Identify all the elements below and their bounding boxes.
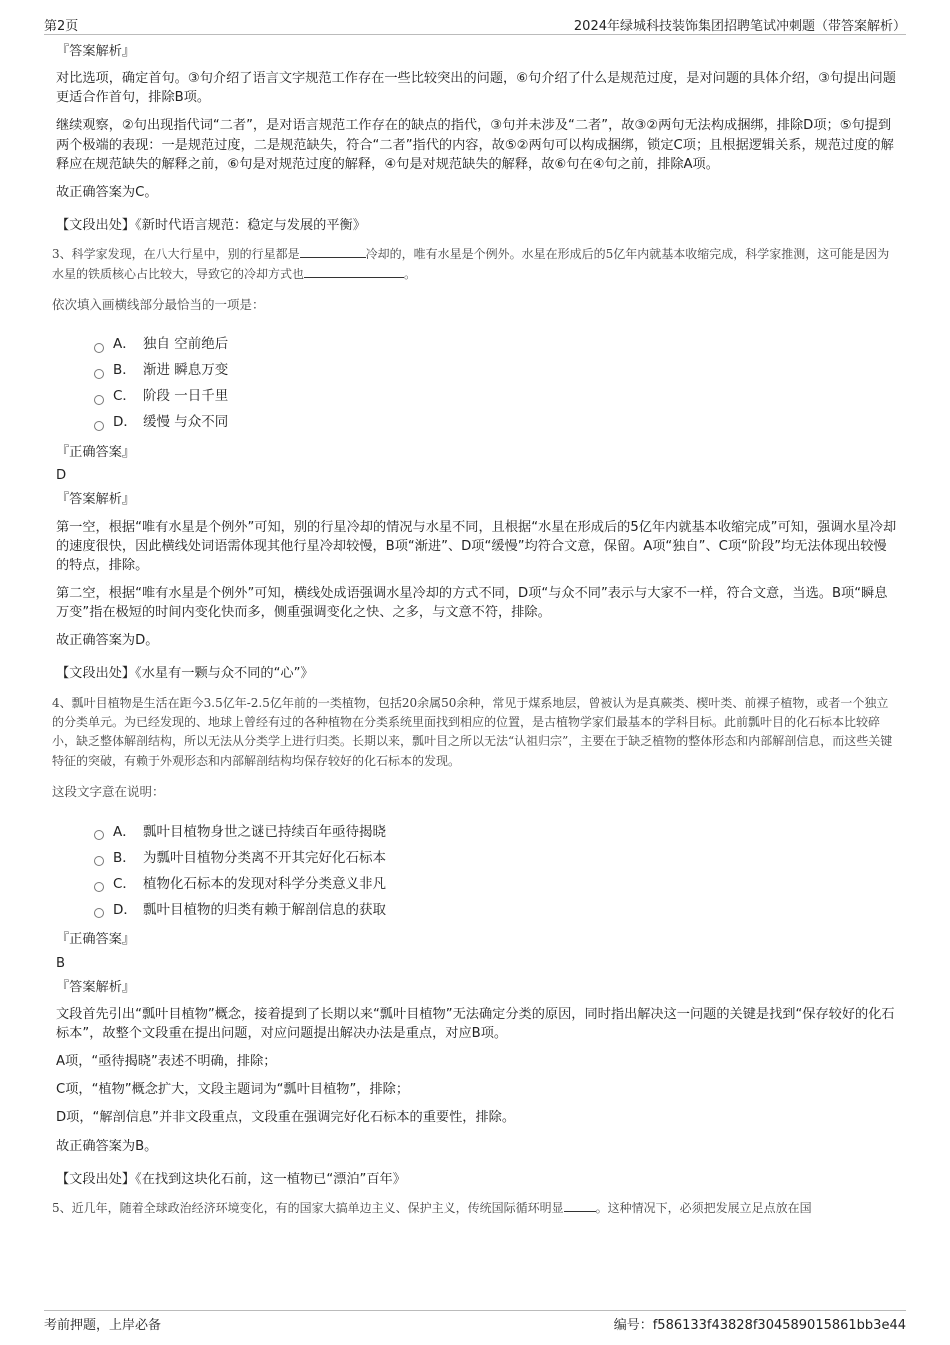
question-4-stem: 4、瓢叶目植物是生活在距今3.5亿年-2.5亿年前的一类植物，包括20余属50余种，常见于煤系地层，曾被认为是真蕨类、楔叶类、前裸子植物，或者一个独立的分类单元。为已经发现的、地球上曾经有过的各种植物在分类系统里面找到相应的位置，是古植物学家们最基本的学科目标。此前瓢叶目的化石标本比较碎小，缺乏整体解剖结构，所以无法从分类学上进行归类。长期以来，瓢叶目之所以无法“认祖归宗”，主要在于缺乏植物的整体形态和内部解剖信息，而这些关键特征的突破，有赖于外观形态和内部解剖结构均保存较好的化石标本的发现。 [52,695,893,768]
page-number: 第2页 [44,19,79,34]
answer-value: B [56,955,66,971]
analysis-paragraph: 继续观察，②句出现指代词“二者”，是对语言规范工作存在的缺点的指代，③句并未涉及“二者”，故③②两句无法构成捆绑，排除D项；⑤句提到两个极端的表现：一是规范过度，二是规范缺失，符合“二者”指代的内容，故⑤②两句可以构成捆绑，锁定C项；且根据逻辑关系，规范过度的解释应在规范缺失的解释之前，⑥句是对规范过度的解释，④句是对规范缺失的解释，故⑥句在④句之前，排除A项。 [56,118,894,172]
analysis-paragraph: A项，“亟待揭晓”表述不明确，排除； [56,1054,277,1070]
analysis-paragraph: D项，“解剖信息”并非文段重点，文段重在强调完好化石标本的重要性，排除。 [56,1110,516,1126]
question-3-stem: 3、科学家发现，在八大行星中，别的行星都是 冷却的，唯有水星是个例外。水星在形成后的5亿年内就基本收缩完成，科学家推测，这可能是因为水星的铁质核心占比较大，导致它的冷却方式也 。 [52,247,890,281]
radio-icon[interactable] [94,908,104,918]
page-footer [44,1310,906,1333]
analysis-label: 『答案解析』 [56,492,136,508]
analysis-paragraph: 第二空，根据“唯有水星是个例外”可知，横线处成语强调水星冷却的方式不同，D项“与众不同”表示与大家不一样，符合文意，当选。B项“瞬息万变”指在极短的时间内变化快而多，侧重强调变化之快、之多，与文意不符，排除。 [56,586,888,621]
radio-icon[interactable] [94,882,104,892]
question-4-options [94,819,898,923]
option-b[interactable]: B． 为瓢叶目植物分类离不开其完好化石标本 [94,845,898,871]
document-body [52,42,898,1227]
radio-icon[interactable] [94,395,104,405]
analysis-conclusion: 故正确答案为C。 [56,184,158,200]
option-c[interactable]: C． 阶段 一日千里 [94,384,898,410]
option-d[interactable]: D． 瓢叶目植物的归类有赖于解剖信息的获取 [94,897,898,923]
page-header [44,12,906,35]
fill-blank [564,1199,596,1212]
document-code: 编号：f586133f43828f304589015861bb3e44 [613,1318,906,1333]
radio-icon[interactable] [94,343,104,353]
question-3-options [94,332,898,436]
option-b[interactable]: B． 渐进 瞬息万变 [94,358,898,384]
answer-label: 『正确答案』 [56,445,136,461]
analysis-paragraph: 对比选项，确定首句。③句介绍了语言文字规范工作存在一些比较突出的问题，⑥句介绍了什么是规范过度，是对问题的具体介绍，③句提出问题更适合作首句，排除B项。 [56,71,896,106]
analysis-label: 『答案解析』 [56,979,136,995]
radio-icon[interactable] [94,856,104,866]
analysis-paragraph: C项，“植物”概念扩大，文段主题词为“瓢叶目植物”，排除； [56,1082,410,1098]
source-citation: 【文段出处】《水星有一颗与众不同的“心”》 [56,666,314,682]
question-4-prompt: 这段文字意在说明： [52,784,165,800]
fill-blank [300,245,366,258]
analysis-paragraph: 第一空，根据“唯有水星是个例外”可知，别的行星冷却的情况与水星不同，且根据“水星在形成后的5亿年内就基本收缩完成”可知，强调水星冷却的速度很快，因此横线处词语需体现其他行星冷却较慢，B项“渐进”、D项“缓慢”均符合文意，保留。A项“独自”、C项“阶段”均无法体现出较慢的特点，排除。 [56,519,897,573]
source-citation: 【文段出处】《新时代语言规范：稳定与发展的平衡》 [56,217,366,233]
radio-icon[interactable] [94,369,104,379]
option-a[interactable]: A． 瓢叶目植物身世之谜已持续百年亟待揭晓 [94,819,898,845]
answer-value: D [56,468,67,484]
fill-blank [304,265,404,278]
footer-slogan: 考前押题，上岸必备 [44,1318,162,1333]
radio-icon[interactable] [94,421,104,431]
analysis-label: 『答案解析』 [56,44,136,59]
answer-label: 『正确答案』 [56,932,136,948]
analysis-paragraph: 文段首先引出“瓢叶目植物”概念，接着提到了长期以来“瓢叶目植物”无法确定分类的原因，同时指出解决这一问题的关键是找到“保存较好的化石标本”，故整个文段重在提出问题，对应问题提出解决办法是重点，对应B项。 [56,1006,895,1042]
analysis-conclusion: 故正确答案为B。 [56,1138,158,1154]
question-5-stem: 5、近几年，随着全球政治经济环境变化，有的国家大搞单边主义、保护主义，传统国际循环明显 。这种情况下，必须把发展立足点放在国 [52,1200,812,1215]
option-a[interactable]: A． 独自 空前绝后 [94,332,898,358]
radio-icon[interactable] [94,830,104,840]
option-c[interactable]: C． 植物化石标本的发现对科学分类意义非凡 [94,871,898,897]
document-title: 2024年绿城科技装饰集团招聘笔试冲刺题（带答案解析） [573,19,906,34]
analysis-conclusion: 故正确答案为D。 [56,633,159,649]
question-3-prompt: 依次填入画横线部分最恰当的一项是： [52,297,265,312]
option-d[interactable]: D． 缓慢 与众不同 [94,410,898,436]
source-citation: 【文段出处】《在找到这块化石前，这一植物已“漂泊”百年》 [56,1171,406,1187]
